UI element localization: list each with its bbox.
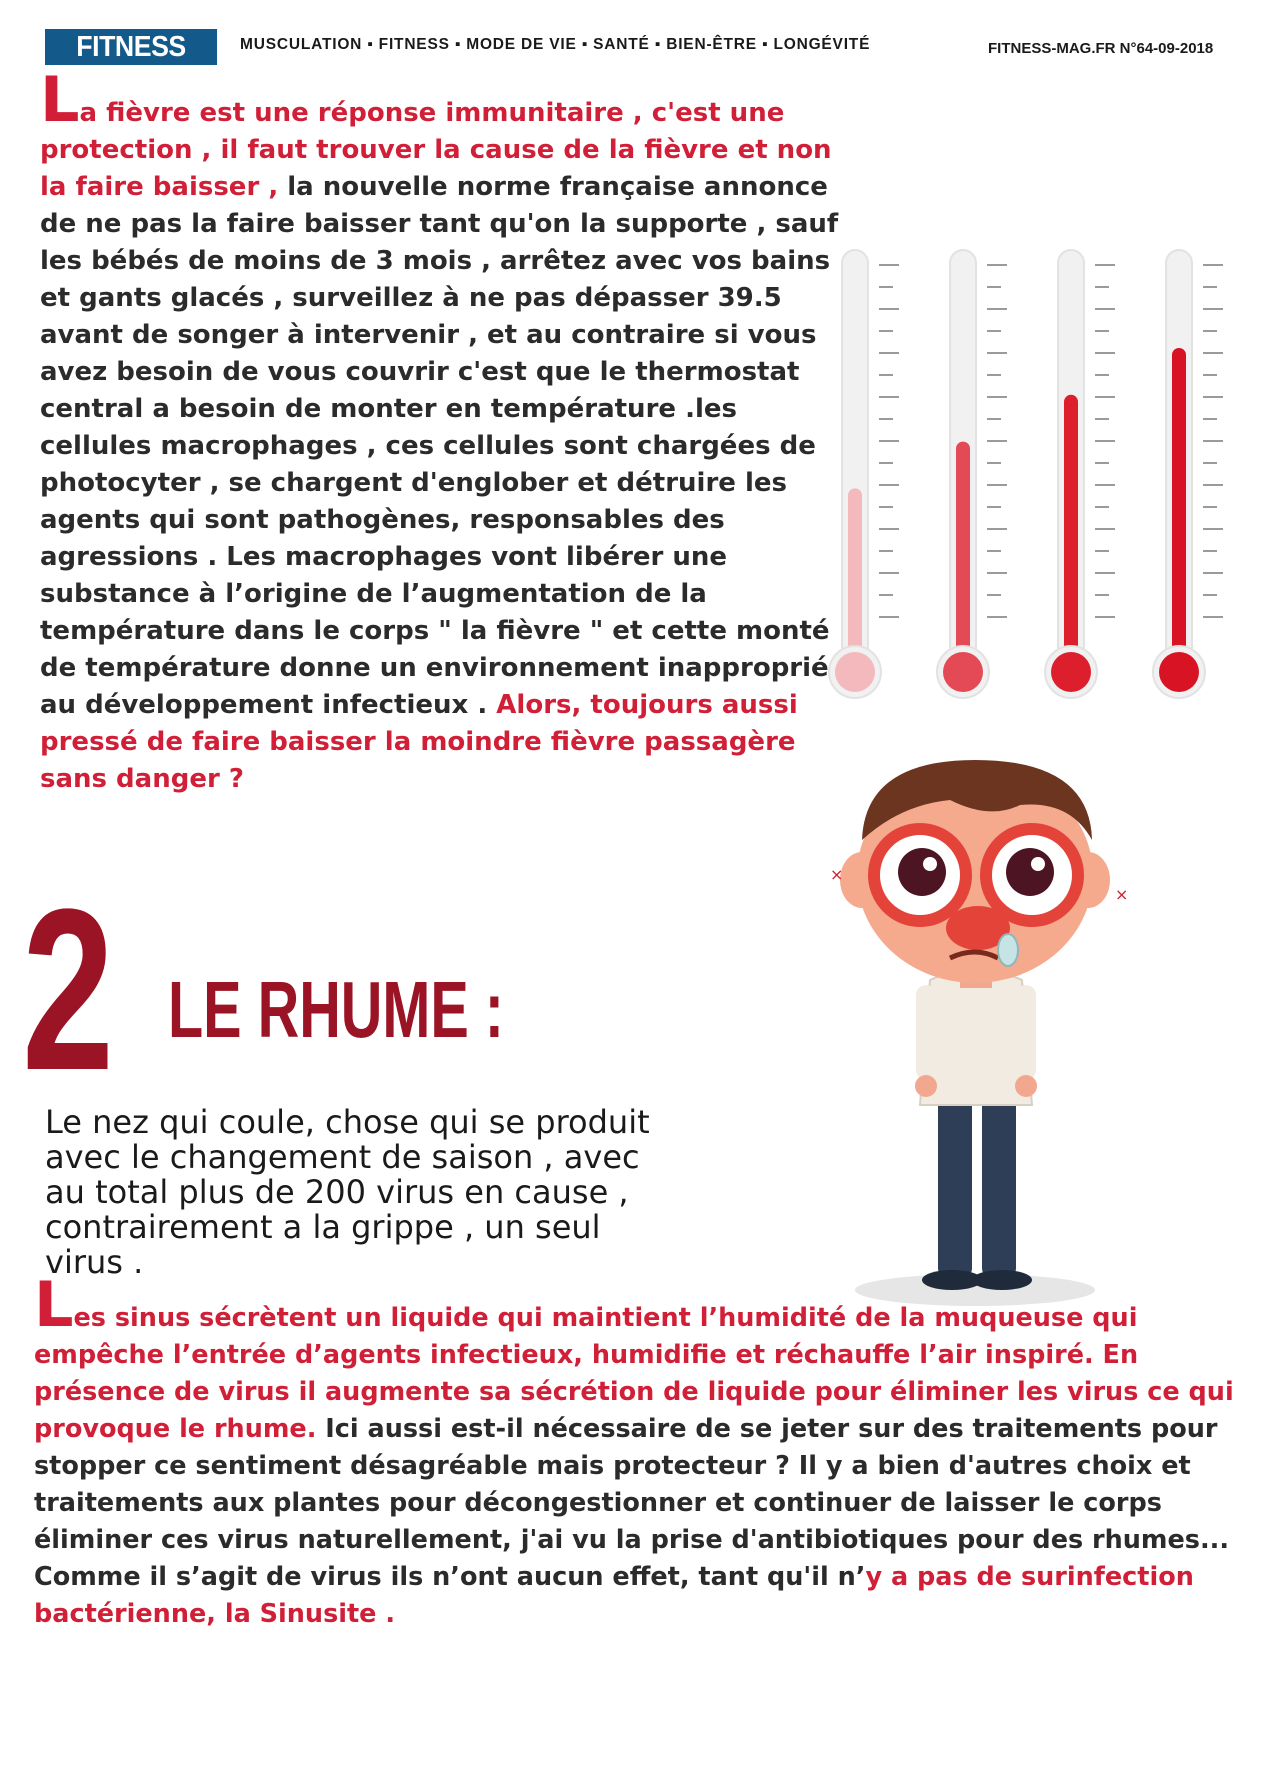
thermometer-fill [956,442,970,660]
thermometer-4 [1153,250,1223,698]
thermometer-fill [1172,348,1186,660]
svg-text:×: × [1115,885,1129,904]
thermometer-fill [848,488,862,660]
rhume-red-outro: y a pas de surinfection bactérienne, la Sinusite . [34,1562,1194,1629]
rhume-body-2: Comme il s’agit de virus ils n’ont aucun effet, tant qu'il n’ [34,1562,866,1592]
section-title: LE RHUME : [168,965,504,1054]
sick-man-illustration [770,760,1200,1320]
thermometer-2 [937,250,1007,698]
rhume-red-intro: es sinus sécrètent un liquide qui maintient l’humidité de la muqueuse qui empêche l’entrée d’agents infectieux, humidifie et réchauffe l’air inspiré. En présence de virus il augmente sa sécrétion de liquide pour éliminer les virus ce qui provoque le rhume. [34,1303,1234,1444]
thermometer-1 [829,250,899,698]
section-number: 2 [22,861,115,1118]
dropcap: L [40,63,80,136]
rhume-intro: Le nez qui coule, chose qui se produit avec le changement de saison , avec au total plus de 200 virus en cause , contrairement a la grippe , un seul virus . [45,1103,650,1281]
fever-red-outro: Alors, toujours aussi pressé de faire baisser la moindre fièvre passagère sans danger ? [40,690,798,794]
thermometer-3 [1045,250,1115,698]
magazine-logo[interactable]: FITNESS MAG [45,29,217,65]
rhume-body: Ici aussi est-il nécessaire de se jeter sur des traitements pour stopper ce sentiment désagréable mais protecteur ? Il y a bien d'autres choix et traitements aux plantes pour décongestionner et continuer de laisser le corps éliminer ces virus naturellement, j'ai vu la prise d'antibiotiques pour des rhumes... [34,1414,1230,1555]
fever-red-intro: a fièvre est une réponse immunitaire , c'est une protection , il faut trouver la cause de la fièvre et non la faire baisser , [40,98,832,202]
svg-text:×: × [830,865,844,884]
thermometer-fill [1064,395,1078,660]
header [0,0,1280,99]
fever-body: la nouvelle norme française annonce de ne pas la faire baisser tant qu'on la supporte , sauf les bébés de moins de 3 mois , arrêtez avec vos bains et gants glacés , surveillez à ne pas dépasser 39.5 avant de songer à intervenir , et au contraire si vous avez besoin de vous couvrir c'est que le thermostat central a besoin de monter en température .les cellules macrophages , ces cellules sont chargées de photocyter , se chargent d'englober et détruire les agents qui sont pathogènes, responsables des agressions . Les macrophages vont libérer une substance à l’origine de l’augmentation de la température dans le corps " la fièvre " et cette monté de température donne un environnement inapproprié au développement infectieux . [40,172,839,720]
dropcap: L [34,1268,74,1341]
thermometers-illustration [820,240,1240,710]
issue-info: FITNESS-MAG.FR N°64-09-2018 [988,40,1214,57]
rhume-paragraph [34,1268,1264,1633]
category-nav[interactable]: MUSCULATION ▪ FITNESS ▪ MODE DE VIE ▪ SANTÉ ▪ BIEN-ÊTRE ▪ LONGÉVITÉ [240,36,871,53]
